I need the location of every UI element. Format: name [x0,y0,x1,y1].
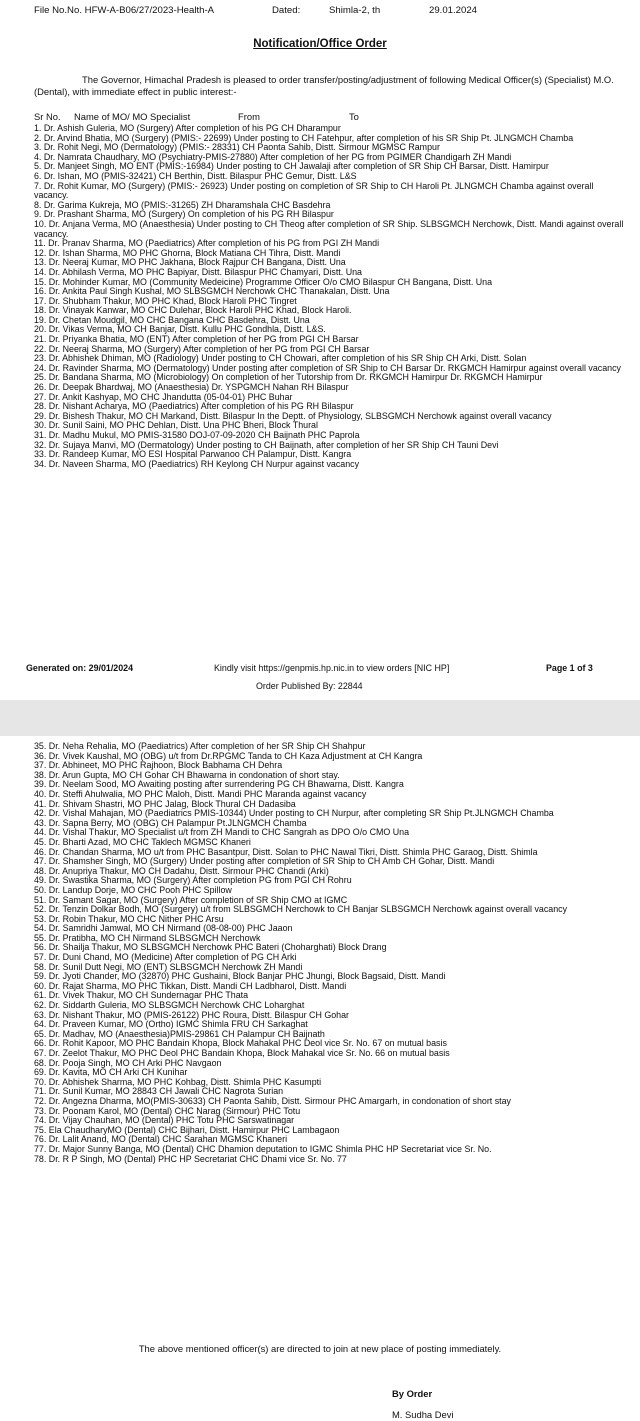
order-row: 48. Dr. Anupriya Thakur, MO CH Dadahu, Distt. Sirmour PHC Chandi (Arki) [34,865,329,876]
order-row: 71. Dr. Sunil Kumar, MO 28843 CH Jawali CHC Nagrota Surian [34,1086,284,1097]
intro-paragraph: The Governor, Himachal Pradesh is pleased to order transfer/posting/adjustment of following Medical Officer(s) (Specialist) M.O. (Dental), with immediate effect in public interest:- [34,74,614,97]
order-row: 57. Dr. Duni Chand, MO (Medicine) After completion of PG CH Arki [34,952,297,963]
signatory-name: M. Sudha Devi [392,1409,454,1420]
order-list-page-2 [34,742,624,1164]
order-row: 45. Dr. Bharti Azad, MO CHC Taklech MGMSC Khaneri [34,836,251,847]
order-row: 20. Dr. Vikas Verma, MO CH Banjar, Distt. Kullu PHC Gondhla, Distt. L&S. [34,324,326,335]
order-row: 59. Dr. Jyoti Chander, MO (32870) PHC Gushaini, Block Banjar PHC Jhungi, Block Bagsaid, Distt. Mandi [34,971,446,982]
page-footer [26,661,616,701]
published-by: Order Published By: 22844 [256,681,363,691]
document-date: 29.01.2024 [429,5,478,16]
order-row: 66. Dr. Rohit Kapoor, MO PHC Bandain Khopa, Block Mahakal PHC Deol vice Sr. No. 67 on mutual basis [34,1038,447,1049]
order-row: 67. Dr. Zeelot Thakur, MO PHC Deol PHC Bandain Khopa, Block Mahakal vice Sr. No. 66 on mutual basis [34,1048,450,1058]
order-row: 30. Dr. Sunil Saini, MO PHC Dehlan, Distt. Una PHC Bheri, Block Thural [34,420,318,431]
by-order-label: By Order [392,1388,433,1399]
order-row: 58. Dr. Sunil Dutt Negi, MO (ENT) SLBSGMCH Nerchowk ZH Mandi [34,961,303,972]
order-row: 6. Dr. Ishan, MO (PMIS-32421) CH Berthin, Distt. Bilaspur PHC Gemur, Distt. L&S [34,170,357,181]
dated-label: Dated: [272,5,301,16]
order-row: 40. Dr. Steffi Ahulwalia, MO PHC Maloh, Distt. Mandi PHC Maranda against vacancy [34,788,367,799]
generated-on: Generated on: 29/01/2024 [26,663,134,673]
closing-statement: The above mentioned officer(s) are directed to join at new place of posting immediately. [138,1343,502,1354]
order-row: 37. Dr. Abhineet, MO PHC Rajhoon, Block Babhama CH Dehra [34,760,283,771]
order-row: 9. Dr. Prashant Sharma, MO (Surgery) On completion of his PG RH Bilaspur [34,209,334,220]
order-row: 53. Dr. Robin Thakur, MO CHC Nither PHC Arsu [34,913,224,924]
order-row: 19. Dr. Chetan Moudgil, MO CHC Bangana CHC Basdehra, Distt. Una [34,314,310,325]
order-row: 38. Dr. Arun Gupta, MO CH Gohar CH Bhawarna in condonation of short stay. [34,769,340,780]
order-row: 34. Dr. Naveen Sharma, MO (Paediatrics) RH Keylong CH Nurpur against vacancy [34,458,360,469]
order-row: 7. Dr. Rohit Kumar, MO (Surgery) (PMIS:- 26923) Under posting on completion of SR Ship to CH Haroli Pt. JLNGMCH Chamba against overall vacancy. [34,180,594,201]
order-row: 22. Dr. Neeraj Sharma, MO (Surgery) After completion of her PG from PGI CH Barsar [34,343,370,354]
order-row: 46. Dr. Chandan Sharma, MO u/t from PHC Basantpur, Distt. Solan to PHC Nawal Tikri, Distt. Shimla PHC Garaog, Distt. Shimla [34,846,538,857]
visit-link-text: Kindly visit https://genpmis.hp.nic.in to view orders [NIC HP] [214,663,450,673]
file-number: File No.No. HFW-A-B06/27/2023-Health-A [34,5,215,16]
order-row: 63. Dr. Nishant Thakur, MO (PMIS-26122) PHC Roura, Distt. Bilaspur CH Gohar [34,1009,350,1020]
page-title: Notification/Office Order [253,38,387,50]
order-row: 2. Dr. Arvind Bhatia, MO (Surgery) (PMIS:- 22699) Under posting to CH Fatehpur, after completion of his SR Ship Pt. JLNGMCH Chamba [34,132,574,143]
order-row: 32. Dr. Sujaya Manvi, MO (Dermatology) Under posting to CH Baijnath, after completion of her SR Ship CH Tauni Devi [34,439,499,450]
page-1 [0,0,640,700]
order-row: 76. Dr. Lalit Anand, MO (Dental) CHC Sarahan MGMSC Khaneri [34,1134,288,1145]
order-row: 5. Dr. Manjeet Singh, MO ENT (PMIS:-16984) Under posting to CH Jawalaji after completion of SR Ship CH Barsar, Distt. Hamirpur [34,161,549,172]
order-row: 69. Dr. Kavita, MO CH Arki CH Kunihar [34,1067,188,1078]
order-row: 55. Dr. Pratibha, MO CH Nirmand SLBSGMCH Nerchowk [34,932,261,943]
page-2 [0,736,640,1421]
order-row: 26. Dr. Deepak Bhardwaj, MO (Anaesthesia) Dr. YSPGMCH Nahan RH Bilaspur [34,382,349,393]
order-row: 65. Dr. Madhav, MO (Anaesthesia)PMIS-29861 CH Palampur CH Baijnath [34,1028,325,1039]
order-row: 29. Dr. Bishesh Thakur, MO CH Markand, Distt. Bilaspur In the Deptt. of Physiology, SLBSGMCH Nerchowk against overall vacancy [34,410,552,421]
order-row: 31. Dr. Madhu Mukul, MO PMIS-31580 DOJ-07-09-2020 CH Baijnath PHC Paprola [34,430,360,440]
order-row: 73. Dr. Poonam Karol, MO (Dental) CHC Narag (Sirmour) PHC Totu [34,1105,301,1116]
order-row: 70. Dr. Abhishek Sharma, MO PHC Kohbag, Distt. Shimla PHC Kasumpti [34,1076,322,1087]
col-name: Name of MO/ MO Specialist [74,111,191,122]
order-row: 42. Dr. Vishal Mahajan, MO (Paediatrics PMIS-10344) Under posting to CH Nurpur, after completing SR Ship Pt.JLNGMCH Chamba [34,808,554,819]
order-row: 78. Dr. R P Singh, MO (Dental) PHC HP Secretariat CHC Dhami vice Sr. No. 77 [34,1153,347,1164]
order-row: 77. Dr. Major Sunny Banga, MO (Dental) CHC Dhamion deputation to IGMC Shimla PHC HP Secretariat vice Sr. No. [34,1143,492,1154]
order-row: 35. Dr. Neha Rehalia, MO (Paediatrics) After completion of her SR Ship CH Shahpur [34,741,366,751]
order-row: 24. Dr. Ravinder Sharma, MO (Dermatology) Under posting after completion of SR Ship to CH Barsar Dr. RKGMCH Hamirpur against overall vacancy [34,362,621,373]
place-label: Shimla-2, th [329,5,381,16]
page-separator [0,700,640,736]
order-row: 51. Dr. Samant Sagar, MO (Surgery) After completion of SR Ship CMO at IGMC [34,894,348,905]
order-row: 36. Dr. Vivek Kaushal, MO (OBG) u/t from Dr.RPGMC Tanda to CH Kaza Adjustment at CH Kangra [34,750,423,761]
order-row: 47. Dr. Shamsher Singh, MO (Surgery) Under posting after completion of SR Ship to CH Amb CH Gohar, Distt. Mandi [34,856,495,867]
order-row: 28. Dr. Nishant Acharya, MO (Paediatrics) After completion of his PG RH Bilaspur [34,401,354,412]
order-row: 3. Dr. Rohit Negi, MO (Dermatology) (PMIS:- 28331) CH Paonta Sahib, Distt. Sirmour MGMSC Rampur [34,142,440,153]
order-row: 64. Dr. Praveen Kumar, MO (Ortho) IGMC Shimla FRU CH Sarkaghat [34,1019,308,1030]
order-row: 43. Dr. Sapna Berry, MO (OBG) CH Palampur Pt.JLNGMCH Chamba [34,817,307,828]
order-row: 1. Dr. Ashish Guleria, MO (Surgery) After completion of his PG CH Dharampur [34,123,341,133]
order-row: 15. Dr. Mohinder Kumar, MO (Community Medeicine) Programme Officer O/o CMO Bilaspur CH Bangana, Distt. Una [34,276,493,287]
order-row: 74. Dr. Vijay Chauhan, MO (Dental) PHC Totu PHC Sarswatinagar [34,1115,295,1126]
order-row: 17. Dr. Shubham Thakur, MO PHC Khad, Block Haroli PHC Tingret [34,295,297,306]
order-row: 72. Dr. Angezna Dharma, MO(PMIS-30633) CH Paonta Sahib, Distt. Sirmour PHC Amargarh, in condonation of short stay [34,1095,511,1106]
order-row: 21. Dr. Priyanka Bhatia, MO (ENT) After completion of her PG from PGI CH Barsar [34,334,359,345]
order-row: 27. Dr. Ankit Kashyap, MO CHC Jhandutta (05-04-01) PHC Buhar [34,391,293,402]
order-row: 11. Dr. Pranav Sharma, MO (Paediatrics) After completion of his PG from PGI ZH Mandi [34,238,380,249]
order-row: 41. Dr. Shivam Shastri, MO PHC Jalag, Block Thural CH Dadasiba [34,798,296,809]
order-row: 52. Dr. Tenzin Dolkar Bodh, MO (Surgery) u/t from SLBSGMCH Nerchowk to CH Banjar SLBSGMCH Nerchowk against overall vacancy [34,904,568,915]
order-row: 33. Dr. Randeep Kumar, MO ESI Hospital Parwanoo CH Palampur, Distt. Kangra [34,449,352,460]
order-row: 23. Dr. Abhishek Dhiman, MO (Radiology) Under posting to CH Chowari, after completion of his SR Ship CH Arki, Distt. Solan [34,353,527,364]
order-row: 50. Dr. Landup Dorje, MO CHC Pooh PHC Spillow [34,884,232,895]
order-row: 14. Dr. Abhilash Verma, MO PHC Bapiyar, Distt. Bilaspur PHC Chamyari, Distt. Una [34,266,362,277]
order-row: 61. Dr. Vivek Thakur, MO CH Sundernagar PHC Thata [34,990,249,1001]
col-sr-no: Sr No. [34,111,61,122]
order-row: 62. Dr. Siddarth Guleria, MO SLBSGMCH Nerchowk CHC Loharghat [34,1000,305,1011]
order-row: 8. Dr. Garima Kukreja, MO (PMIS:-31265) ZH Dharamshala CHC Basdehra [34,199,331,210]
order-row: 18. Dr. Vinayak Kanwar, MO CHC Dulehar, Block Haroli PHC Khad, Block Haroli. [34,305,352,316]
col-from: From [238,111,260,122]
page-number: Page 1 of 3 [546,663,593,673]
order-row: 60. Dr. Rajat Sharma, MO PHC Tikkan, Distt. Mandi CH Ladbharol, Distt. Mandi [34,980,347,991]
order-row: 16. Dr. Ankita Paul Singh Kushal, MO SLBSGMCH Nerchowk CHC Thanakalan, Distt. Una [34,286,390,297]
order-row: 44. Dr. Vishal Thakur, MO Specialist u/t from ZH Mandi to CHC Sangrah as DPO O/o CMO Una [34,827,410,838]
order-row: 49. Dr. Swastika Sharma, MO (Surgery) After completion PG from PGI CH Rohru [34,875,352,886]
order-row: 10. Dr. Anjana Verma, MO (Anaesthesia) Under posting to CH Theog after completion of SR Ship. SLBSGMCH Nerchowk, Distt. Mandi against overall vacancy. [34,218,624,239]
col-to: To [349,111,359,122]
order-row: 56. Dr. Shailja Thakur, MO SLBSGMCH Nerchowk PHC Bateri (Choharghati) Block Drang [34,942,387,953]
order-row: 4. Dr. Namrata Chaudhary, MO (Psychiatry-PMIS-27880) After completion of her PG from PGIMER Chandigarh ZH Mandi [34,151,512,162]
order-row: 13. Dr. Neeraj Kumar, MO PHC Jakhana, Block Rajpur CH Bangana, Distt. Una [34,257,346,268]
order-row: 39. Dr. Neelam Sood, MO Awaiting posting after surrendering PG CH Bhawarna, Distt. Kangra [34,779,404,790]
order-row: 75. Ela ChaudharyMO (Dental) CHC Bijhari, Distt. Hamirpur PHC Lambagaon [34,1124,340,1135]
order-row: 25. Dr. Bandana Sharma, MO (Microbiology) On completion of her Tutorship from Dr. RKGMCH Hamirpur Dr. RKGMCH Hamirpur [34,372,543,383]
order-row: 54. Dr. Samridhi Jamwal, MO CH Nirmand (08-08-00) PHC Jaaon [34,923,293,934]
order-list-page-1 [34,124,624,469]
order-row: 12. Dr. Ishan Sharma, MO PHC Ghorna, Block Matiana CH Tihra, Distt. Mandi [34,247,341,258]
order-row: 68. Dr. Pooja Singh, MO CH Arki PHC Navgaon [34,1057,222,1068]
